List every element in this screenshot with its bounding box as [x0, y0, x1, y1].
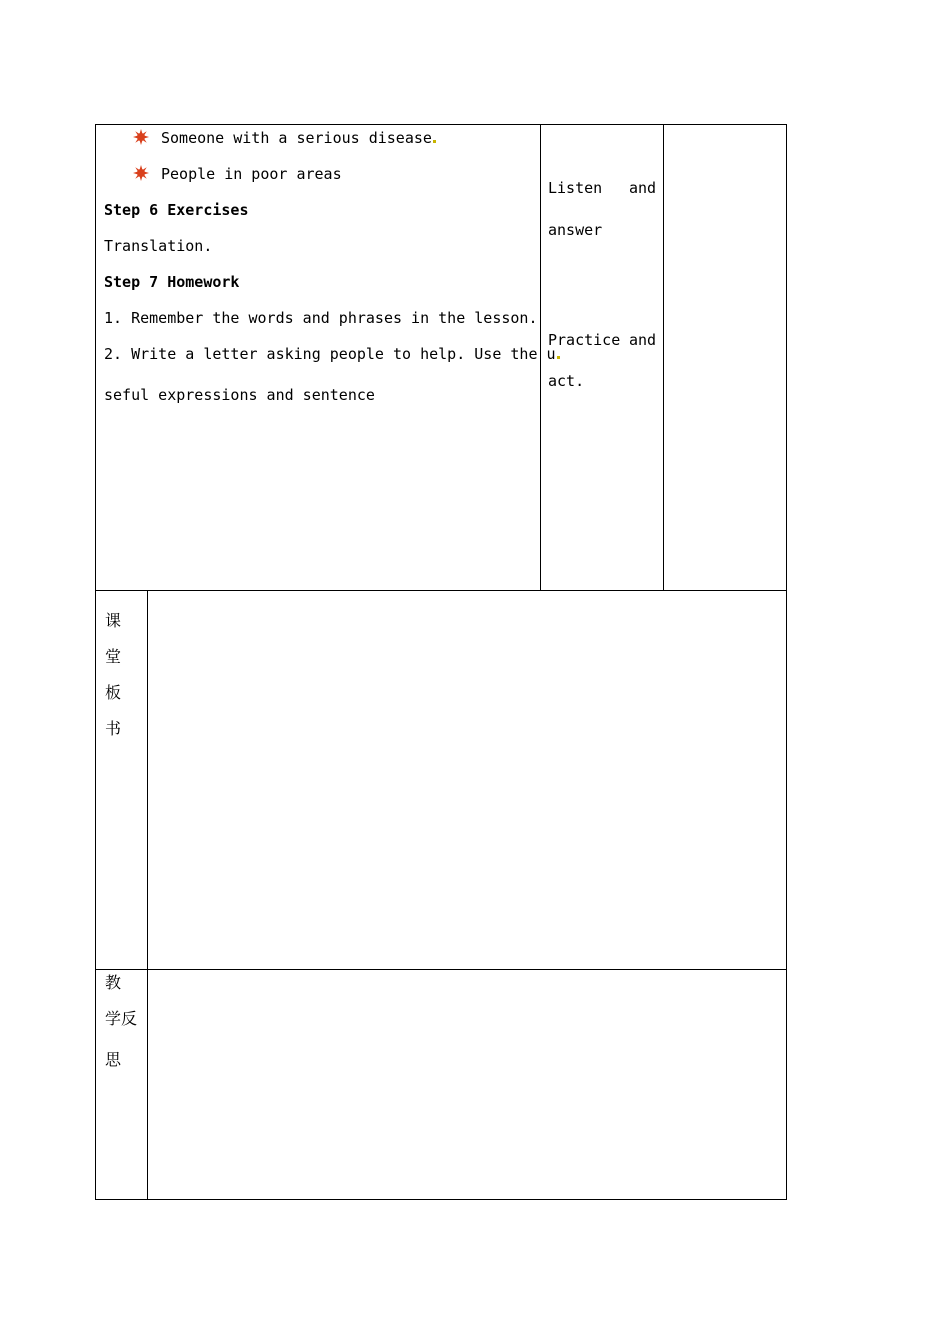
step6-title: Step 6 Exercises — [104, 201, 249, 219]
starburst-bullet-icon — [133, 165, 149, 181]
homework-item-2 — [104, 344, 560, 364]
starburst-bullet-icon — [133, 129, 149, 145]
step6-text: Translation. — [104, 237, 213, 255]
reflection-label-line3: 思 — [105, 1050, 122, 1069]
activity-1-word: Listen — [548, 179, 603, 197]
reflection-label-line1: 教 — [105, 973, 122, 992]
homework-item-2-text: 2. Write a letter asking people to help. Use the u — [104, 345, 556, 363]
bullet-item — [161, 128, 436, 148]
board-label-char: 课 — [105, 611, 122, 630]
bullet-text: Someone with a serious disease — [161, 129, 432, 147]
edit-marker — [433, 140, 436, 143]
label-column-divider — [147, 590, 148, 1200]
board-label-char: 书 — [105, 719, 122, 738]
row-divider-2 — [95, 969, 787, 970]
edit-marker — [557, 356, 560, 359]
board-label-char: 堂 — [105, 647, 122, 666]
activity-1-line2: answer — [548, 221, 603, 239]
step7-title: Step 7 Homework — [104, 273, 240, 291]
column-divider-2 — [663, 124, 664, 591]
activity-2-line2: act. — [548, 372, 585, 390]
activity-2-word: Practice — [548, 331, 621, 349]
bullet-item: People in poor areas — [161, 165, 342, 183]
activity-1-and: and — [629, 179, 657, 197]
reflection-label-line2: 学反 — [105, 1009, 138, 1028]
board-label-char: 板 — [105, 683, 122, 702]
row-divider-1 — [95, 590, 787, 591]
activity-2-and: and — [629, 331, 657, 349]
homework-item-1: 1. Remember the words and phrases in the lesson. — [104, 309, 538, 327]
homework-item-2-cont: seful expressions and sentence — [104, 386, 375, 404]
